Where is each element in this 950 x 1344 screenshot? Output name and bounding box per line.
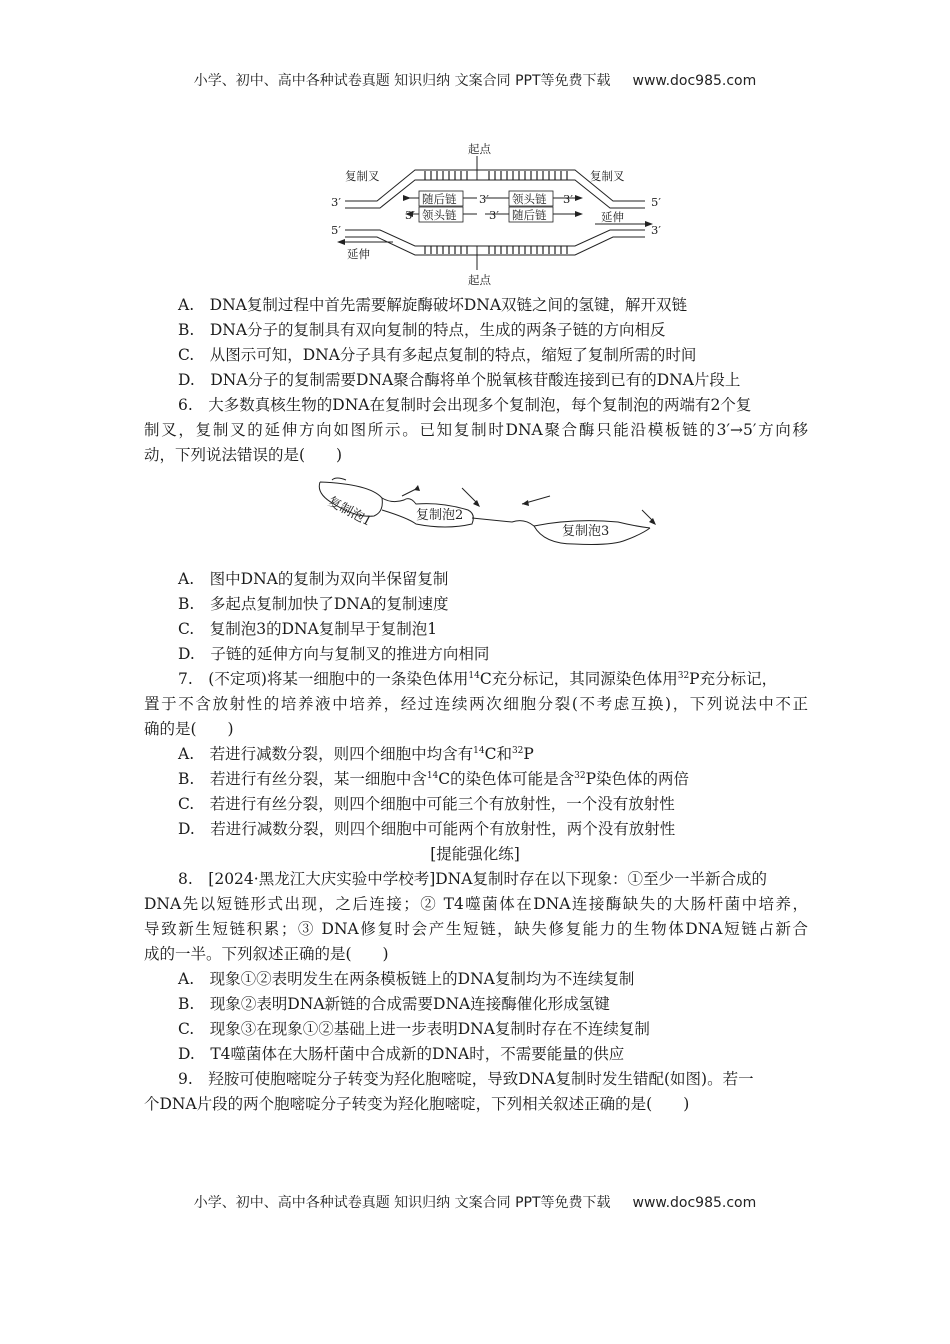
option-letter: C. <box>178 1020 195 1038</box>
q6-stem-line1: 6. 大多数真核生物的DNA在复制时会出现多个复制泡，每个复制泡的两端有2个复 <box>178 396 752 414</box>
option-text: DNA分子的复制需要DNA聚合酶将单个脱氧核苷酸连接到已有的DNA片段上 <box>210 371 741 389</box>
origin-top-label: 起点 <box>468 142 491 156</box>
text: C充分标记，其同源染色体用 <box>479 670 678 688</box>
option-text: 多起点复制加快了DNA的复制速度 <box>209 595 449 613</box>
fork-right-label: 复制叉 <box>590 169 625 183</box>
option-text: DNA分子的复制具有双向复制的特点，生成的两条子链的方向相反 <box>209 321 666 339</box>
option-letter: A. <box>178 570 195 588</box>
option-text: 现象③在现象①②基础上进一步表明DNA复制时存在不连续复制 <box>209 1020 650 1038</box>
option-text: 现象②表明DNA新链的合成需要DNA连接酶催化形成氢键 <box>209 995 610 1013</box>
q7-option-d: D. 若进行减数分裂，则四个细胞中可能两个有放射性，两个没有放射性 <box>178 820 676 838</box>
q7-stem-line2: 置于不含放射性的培养液中培养，经过连续两次细胞分裂(不考虑互换)，下列说法中不正 <box>144 695 808 713</box>
q8-option-d <box>178 1043 624 1065</box>
prime-label: 3′ <box>479 192 489 206</box>
prime-label: 3′ <box>405 208 415 222</box>
text: C和 <box>484 745 512 763</box>
superscript: 32 <box>677 671 690 681</box>
q5-option-c <box>178 344 696 366</box>
header-site: www.doc985.com <box>632 73 757 89</box>
q7-stem-line3: 确的是( ) <box>144 720 234 738</box>
prime-label: 5′ <box>331 223 341 237</box>
option-letter: D. <box>178 645 195 663</box>
option-letter: B. <box>178 995 195 1013</box>
replication-fork-figure <box>325 138 665 290</box>
superscript: 14 <box>426 771 439 781</box>
q6-stem-line2: 制叉，复制叉的延伸方向如图所示。已知复制时DNA聚合酶只能沿模板链的3′→5′方向移 <box>144 421 808 439</box>
q7-option-a <box>178 743 534 765</box>
extend-left-label: 延伸 <box>347 247 370 261</box>
q6-stem-line3: 动，下列说法错误的是( ) <box>144 446 343 464</box>
prime-label: 3′ <box>563 192 573 206</box>
q7-option-b <box>178 768 689 790</box>
footer-text: 小学、初中、高中各种试卷真题 知识归纳 文案合同 PPT等免费下载 <box>193 1195 611 1211</box>
q8-stem-line2: DNA先以短链形式出现，之后连接；② T4噬菌体在DNA连接酶缺失的大肠杆菌中培养， <box>144 895 808 913</box>
q9-stem-line1: 9. 羟胺可使胞嘧啶分子转变为羟化胞嘧啶，导致DNA复制时发生错配(如图)。若一 <box>178 1070 754 1088</box>
option-text: 图中DNA的复制为双向半保留复制 <box>209 570 449 588</box>
footer-site: www.doc985.com <box>632 1195 757 1211</box>
option-letter: A. <box>178 970 195 988</box>
text: B. 若进行有丝分裂，某一细胞中含 <box>178 770 427 788</box>
q5-option-b <box>178 319 666 341</box>
q6-option-a <box>178 568 448 590</box>
q7-option-c: C. 若进行有丝分裂，则四个细胞中可能三个有放射性，一个没有放射性 <box>178 795 675 813</box>
option-text: T4噬菌体在大肠杆菌中合成新的DNA时，不需要能量的供应 <box>210 1045 625 1063</box>
text: 7. (不定项)将某一细胞中的一条染色体用 <box>178 670 469 688</box>
option-letter: A. <box>178 296 195 314</box>
prime-label: 3′ <box>331 195 341 209</box>
prime-label: 3′ <box>489 208 499 222</box>
text: P <box>523 745 534 763</box>
page-header <box>0 70 950 90</box>
option-text: 子链的延伸方向与复制叉的推进方向相同 <box>210 645 490 663</box>
q8-option-a <box>178 968 634 990</box>
leading-strand-label: 领头链 <box>422 208 457 222</box>
text: A. 若进行减数分裂，则四个细胞中均含有 <box>178 745 474 763</box>
lagging-strand-label: 随后链 <box>422 192 457 206</box>
leading-strand-label: 领头链 <box>512 192 547 206</box>
bubble-2-label: 复制泡2 <box>416 508 464 523</box>
bubble-3-label: 复制泡3 <box>562 524 610 539</box>
option-letter: C. <box>178 620 195 638</box>
option-letter: D. <box>178 1045 195 1063</box>
q6-option-c <box>178 618 437 640</box>
replication-bubbles-figure <box>312 474 674 556</box>
prime-label: 5′ <box>651 195 661 209</box>
q8-option-c <box>178 1018 650 1040</box>
q5-option-a <box>178 294 687 316</box>
option-text: 从图示可知，DNA分子具有多起点复制的特点，缩短了复制所需的时间 <box>209 346 697 364</box>
q8-stem-line1: 8. [2024·黑龙江大庆实验中学校考]DNA复制时存在以下现象：①至少一半新合成的 <box>178 870 767 888</box>
q6-option-d <box>178 643 489 665</box>
option-letter: D. <box>178 371 195 389</box>
text: P染色体的两倍 <box>585 770 690 788</box>
fork-left-label: 复制叉 <box>345 169 380 183</box>
q7-stem-line1 <box>178 668 777 690</box>
q6-option-b <box>178 593 449 615</box>
origin-bottom-label: 起点 <box>468 273 491 287</box>
option-letter: B. <box>178 595 195 613</box>
q9-stem-line2: 个DNA片段的两个胞嘧啶分子转变为羟化胞嘧啶，下列相关叙述正确的是( ) <box>144 1095 690 1113</box>
page-footer <box>0 1192 950 1212</box>
text: C的染色体可能是含 <box>438 770 575 788</box>
superscript: 14 <box>468 671 480 681</box>
header-text: 小学、初中、高中各种试卷真题 知识归纳 文案合同 PPT等免费下载 <box>193 73 611 89</box>
prime-label: 3′ <box>651 223 661 237</box>
superscript: 14 <box>473 746 485 756</box>
option-letter: B. <box>178 321 195 339</box>
q8-stem-line3: 导致新生短链积累；③ DNA修复时会产生短链，缺失修复能力的生物体DNA短链占新合 <box>144 920 808 938</box>
extend-right-label: 延伸 <box>601 210 624 224</box>
lagging-strand-label: 随后链 <box>512 208 547 222</box>
q8-option-b <box>178 993 610 1015</box>
superscript: 32 <box>574 771 586 781</box>
bubble-1-label: 复制泡1 <box>325 494 374 530</box>
section-title: [提能强化练] <box>430 845 520 863</box>
q5-option-d <box>178 369 740 391</box>
option-text: 复制泡3的DNA复制早于复制泡1 <box>209 620 438 638</box>
option-text: 现象①②表明发生在两条模板链上的DNA复制均为不连续复制 <box>209 970 635 988</box>
superscript: 32 <box>511 746 524 756</box>
option-letter: C. <box>178 346 195 364</box>
text: P充分标记， <box>689 670 778 688</box>
option-text: DNA复制过程中首先需要解旋酶破坏DNA双链之间的氢键，解开双链 <box>209 296 688 314</box>
q8-stem-line4: 成的一半。下列叙述正确的是( ) <box>144 945 389 963</box>
